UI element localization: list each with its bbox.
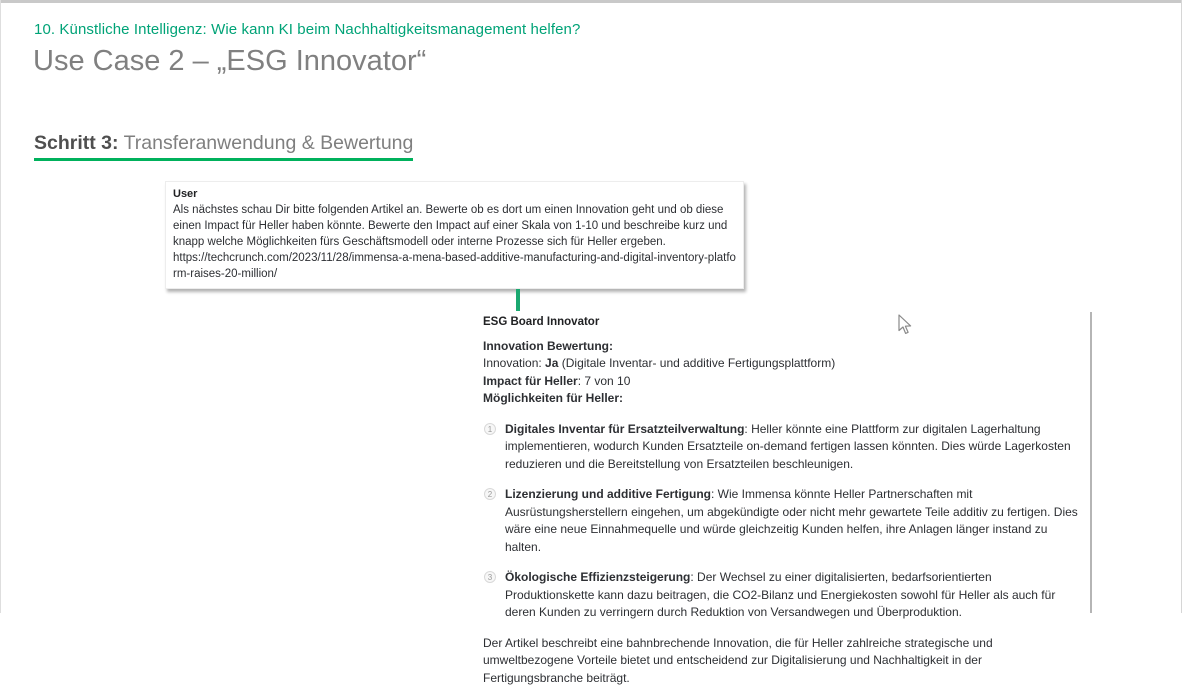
assistant-response [483,314,1084,687]
user-message-url: https://techcrunch.com/2023/11/28/immensa-a-mena-based-additive-manufacturing-and-digital-inventory-platform-raises-20-million/ [173,252,736,280]
possibilities-heading: Möglichkeiten für Heller: [483,390,1084,408]
user-message-sender: User [173,186,736,202]
innovation-line: Innovation: Ja (Digitale Inventar- und additive Fertigungsplattform) [483,355,1084,373]
step-title: Transferanwendung & Bewertung [119,132,414,154]
list-item-text: : Wie Immensa könnte Heller Partnerschaften mit Ausrüstungsherstellern eingehen, um abgekündigte oder nicht mehr gewartete Teile additiv zu fertigen. Dies wäre eine neue Einnahmequelle und würde gleichzeitig Kunden helfen, ihre Anlagen länger instand zu halten. [505,487,1078,554]
list-number-badge: 1 [484,423,496,435]
innovation-rating-heading: Innovation Bewertung: [483,338,1084,356]
list-item [483,569,1083,622]
user-message-body: Als nächstes schau Dir bitte folgenden Artikel an. Bewerte ob es dort um einen Innovation geht und ob diese einen Impact für Heller haben könnte. Bewerte den Impact auf einer Skala von 1-10 und beschreibe kurz und knapp welche Möglichkeiten fürs Geschäftsmodell oder interne Prozesse sich für Heller ergeben. https://techcrunch.com/2023/11/28/immensa-a-mena-based-additive-manufacturing-and-digital-inventory-platform-raises-20-million/ [173,202,736,282]
slide-kicker: 10. Künstliche Intelligenz: Wie kann KI beim Nachhaltigkeitsmanagement helfen? [34,20,580,40]
possibilities-list [483,421,1084,622]
list-number-badge: 2 [484,488,496,500]
slide-title: Use Case 2 – „ESG Innovator“ [33,44,426,78]
list-item-title: Lizenzierung und additive Fertigung [505,487,711,501]
list-item-text: : Der Wechsel zu einer digitalisierten, bedarfsorientierten Produktionskette kann dazu beitragen, die CO2-Bilanz und Energiekosten sowohl für Heller als auch für deren Kunden zu verringern durch Reduktion von Versandwegen und Überproduktion. [505,570,1055,619]
step-heading [34,131,413,161]
window-top-border [0,0,1182,3]
impact-line: Impact für Heller: 7 von 10 [483,373,1084,391]
innovation-value: Ja [545,356,558,370]
window-left-border [0,0,1,613]
list-number-badge: 3 [484,571,496,583]
list-item [483,421,1083,474]
closing-paragraph: Der Artikel beschreibt eine bahnbrechende Innovation, die für Heller zahlreiche strategische und umweltbezogene Vorteile bietet und entscheidend zur Digitalisierung und Nachhaltigkeit in der Fertigungsbranche beiträgt. [483,635,1075,687]
list-item-title: Ökologische Effizienzsteigerung [505,570,690,584]
step-label: Schritt 3: [34,132,119,154]
panel-right-border [1090,312,1092,613]
assistant-sender: ESG Board Innovator [483,314,1084,332]
list-item-text: : Heller könnte eine Plattform zur digitalen Lagerhaltung implementieren, wodurch Kunden Ersatzteile on-demand fertigen lassen könnten. Dies würde Lagerkosten reduzieren und die Bereitstellung von Ersatzteilen beschleunigen. [505,422,1071,471]
impact-value: : 7 von 10 [578,374,631,388]
list-item [483,486,1083,556]
mouse-cursor-icon [897,314,913,336]
list-item-title: Digitales Inventar für Ersatzteilverwaltung [505,422,744,436]
connector-line [516,289,520,311]
user-message-card [165,181,744,289]
